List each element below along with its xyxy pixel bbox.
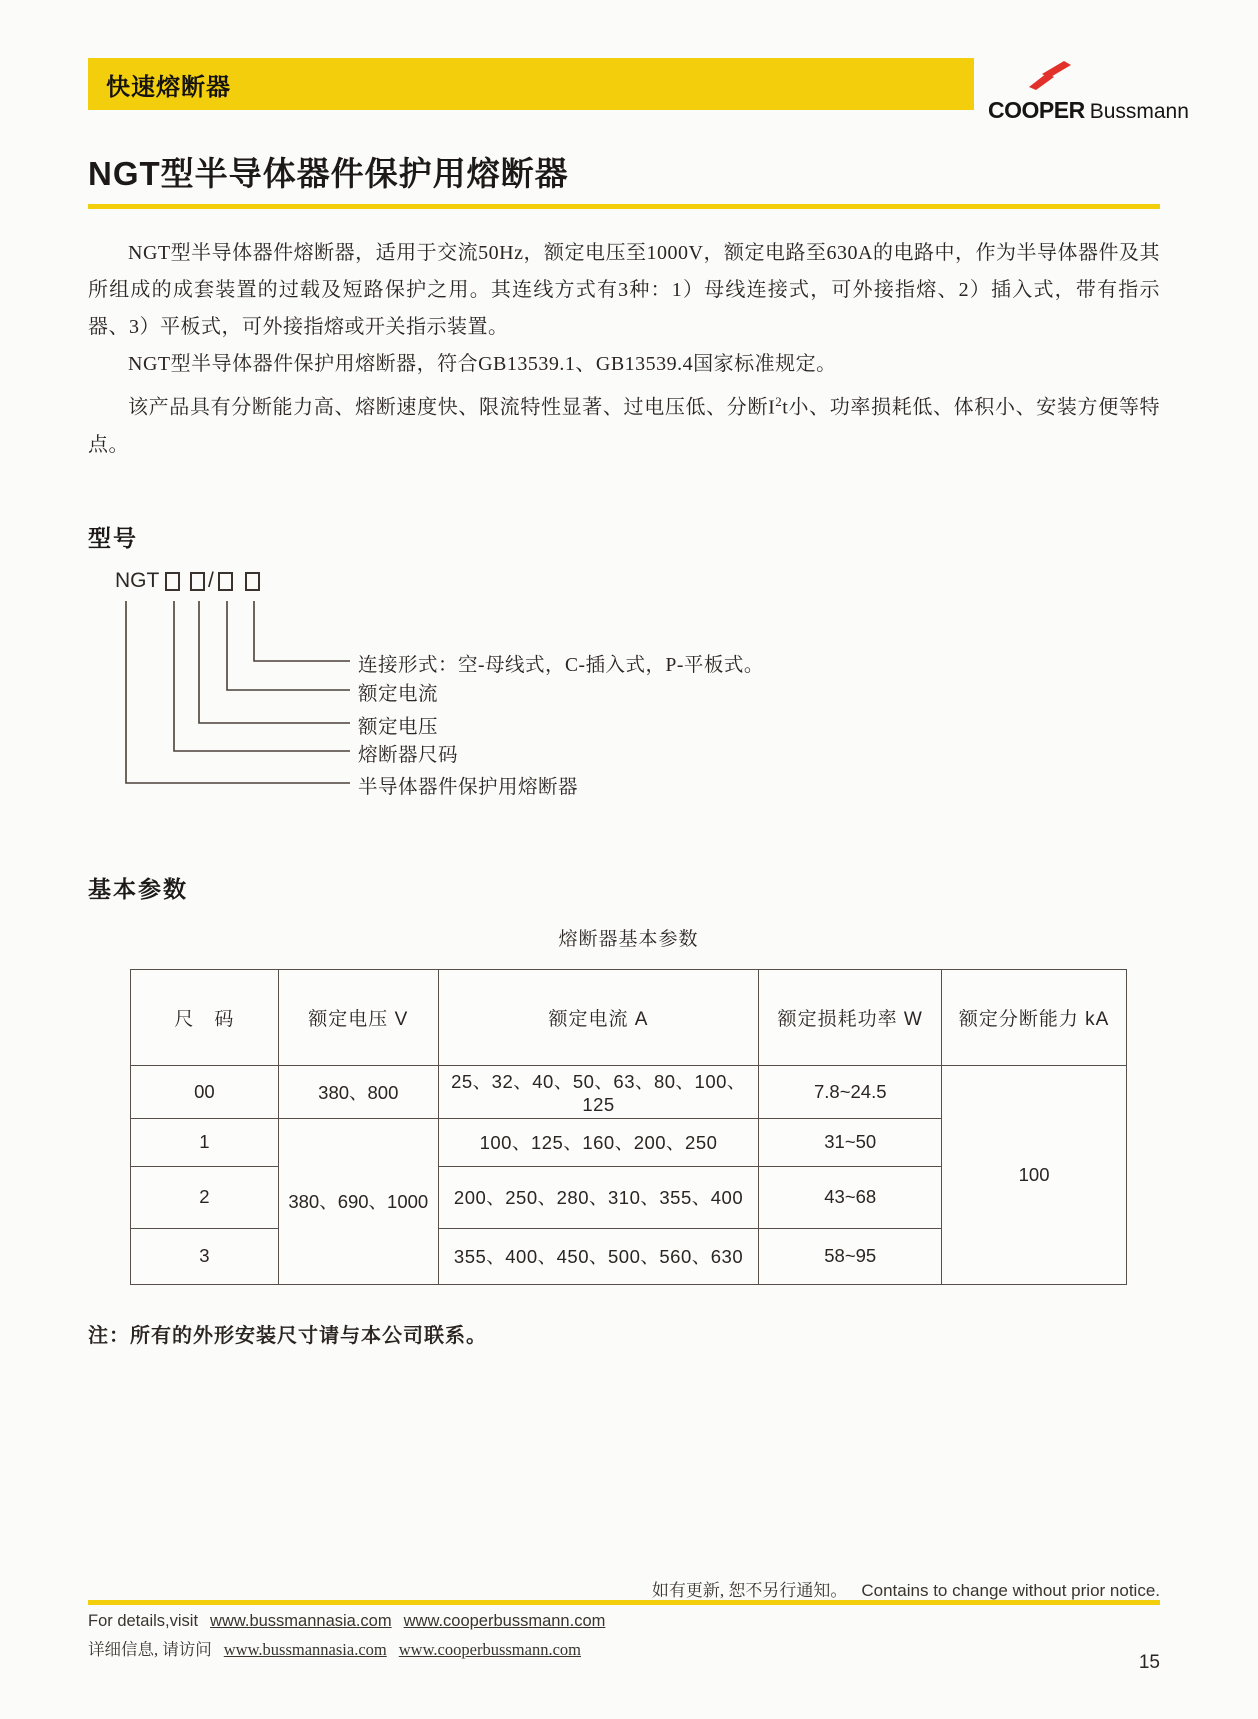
- model-section: [88, 520, 1160, 819]
- change-notice-en: Contains to change without prior notice.: [861, 1581, 1160, 1600]
- cell-breaking-capacity: 100: [942, 1065, 1127, 1284]
- model-box-current: [218, 572, 233, 591]
- cell-current: 25、32、40、50、63、80、100、125: [438, 1065, 759, 1118]
- model-box-voltage: [190, 572, 205, 591]
- footer-details-cn-label: 详细信息, 请访问: [88, 1640, 212, 1659]
- model-code-diagram: [88, 569, 1160, 819]
- intro-text: [88, 235, 1160, 464]
- cell-current: 200、250、280、310、355、400: [438, 1166, 759, 1228]
- link-bussmannasia-cn[interactable]: www.bussmannasia.com: [223, 1640, 387, 1659]
- label-rated-voltage: 额定电压: [358, 716, 439, 738]
- cell-size: 3: [131, 1228, 279, 1284]
- col-header-size: 尺 码: [131, 969, 279, 1065]
- cell-current: 355、400、450、500、560、630: [438, 1228, 759, 1284]
- cell-power: 7.8~24.5: [759, 1065, 942, 1118]
- col-header-voltage: 额定电压 V: [278, 969, 438, 1065]
- label-connection-form: 连接形式：空-母线式，C-插入式，P-平板式。: [358, 654, 764, 676]
- label-fuse-size: 熔断器尺码: [358, 744, 459, 766]
- title-underline: [88, 204, 1160, 209]
- footer-rule: [88, 1600, 1160, 1605]
- page-header: [88, 58, 1189, 124]
- cell-size: 1: [131, 1118, 279, 1166]
- parameters-heading: 基本参数: [88, 875, 188, 902]
- brand-bussmann-text: Bussmann: [1089, 100, 1189, 123]
- brand-logo: [974, 58, 1189, 124]
- parameters-section: [88, 871, 1160, 1348]
- cell-size: 2: [131, 1166, 279, 1228]
- i2t-superscript: 2: [775, 394, 783, 409]
- intro-paragraph-3: [88, 383, 1160, 464]
- table-row: [131, 1065, 1127, 1118]
- col-header-breaking: 额定分断能力 kA: [942, 969, 1127, 1065]
- link-cooperbussmann[interactable]: www.cooperbussmann.com: [403, 1612, 606, 1630]
- change-notice-cn: 如有更新, 恕不另行通知。: [651, 1581, 848, 1600]
- table-header-row: [131, 969, 1127, 1065]
- model-slash: /: [208, 568, 214, 592]
- intro-paragraph-2: NGT型半导体器件保护用熔断器，符合GB13539.1、GB13539.4国家标准规定。: [128, 353, 837, 375]
- parameters-table: [130, 969, 1127, 1285]
- category-label: 快速熔断器: [106, 73, 231, 101]
- change-notice: [652, 1576, 1160, 1601]
- model-box-connection: [245, 572, 260, 591]
- cell-power: 43~68: [759, 1166, 942, 1228]
- cooper-flag-icon: [1028, 60, 1074, 90]
- col-header-power: 额定损耗功率 W: [759, 969, 942, 1065]
- model-prefix: NGT: [115, 568, 160, 592]
- brand-cooper-text: COOPER: [988, 97, 1085, 123]
- category-bar: [88, 58, 974, 110]
- link-bussmannasia[interactable]: www.bussmannasia.com: [210, 1612, 392, 1630]
- page-title: NGT型半导体器件保护用熔断器: [88, 155, 569, 192]
- intro-paragraph-3-prefix: 该产品具有分断能力高、熔断速度快、限流特性显著、过电压低、分断I: [128, 396, 776, 419]
- label-fuse-type: 半导体器件保护用熔断器: [358, 776, 579, 798]
- parameters-table-wrap: [130, 924, 1127, 1285]
- cell-size: 00: [131, 1065, 279, 1118]
- cell-current: 100、125、160、200、250: [438, 1118, 759, 1166]
- footer-details-en-label: For details,visit: [88, 1612, 199, 1630]
- label-rated-current: 额定电流: [358, 683, 439, 705]
- connector-lines: [88, 569, 1160, 819]
- footer-details-cn: [88, 1636, 581, 1660]
- table-caption: 熔断器基本参数: [558, 928, 699, 950]
- brand-name: [988, 97, 1189, 124]
- link-cooperbussmann-cn[interactable]: www.cooperbussmann.com: [398, 1640, 581, 1659]
- model-heading: 型号: [88, 524, 138, 551]
- intro-paragraph-3-suffix: t小、功率损耗低、体积小、安装方便等特点。: [88, 396, 1160, 456]
- col-header-current: 额定电流 A: [438, 969, 759, 1065]
- cell-voltage-merged: 380、690、1000: [278, 1118, 438, 1284]
- table-note: 注：所有的外形安装尺寸请与本公司联系。: [88, 1324, 487, 1347]
- cell-power: 58~95: [759, 1228, 942, 1284]
- footer-details-en: [88, 1612, 605, 1631]
- cell-voltage: 380、800: [278, 1065, 438, 1118]
- model-box-size: [165, 572, 180, 591]
- cell-power: 31~50: [759, 1118, 942, 1166]
- page-number: 15: [1138, 1652, 1160, 1673]
- intro-paragraph-1: NGT型半导体器件熔断器，适用于交流50Hz，额定电压至1000V，额定电路至630A的电路中，作为半导体器件及其所组成的成套装置的过载及短路保护之用。其连线方式有3种：1）母线连接式，可外接指熔、2）插入式，带有指示器、3）平板式，可外接指熔或开关指示装置。: [88, 242, 1160, 338]
